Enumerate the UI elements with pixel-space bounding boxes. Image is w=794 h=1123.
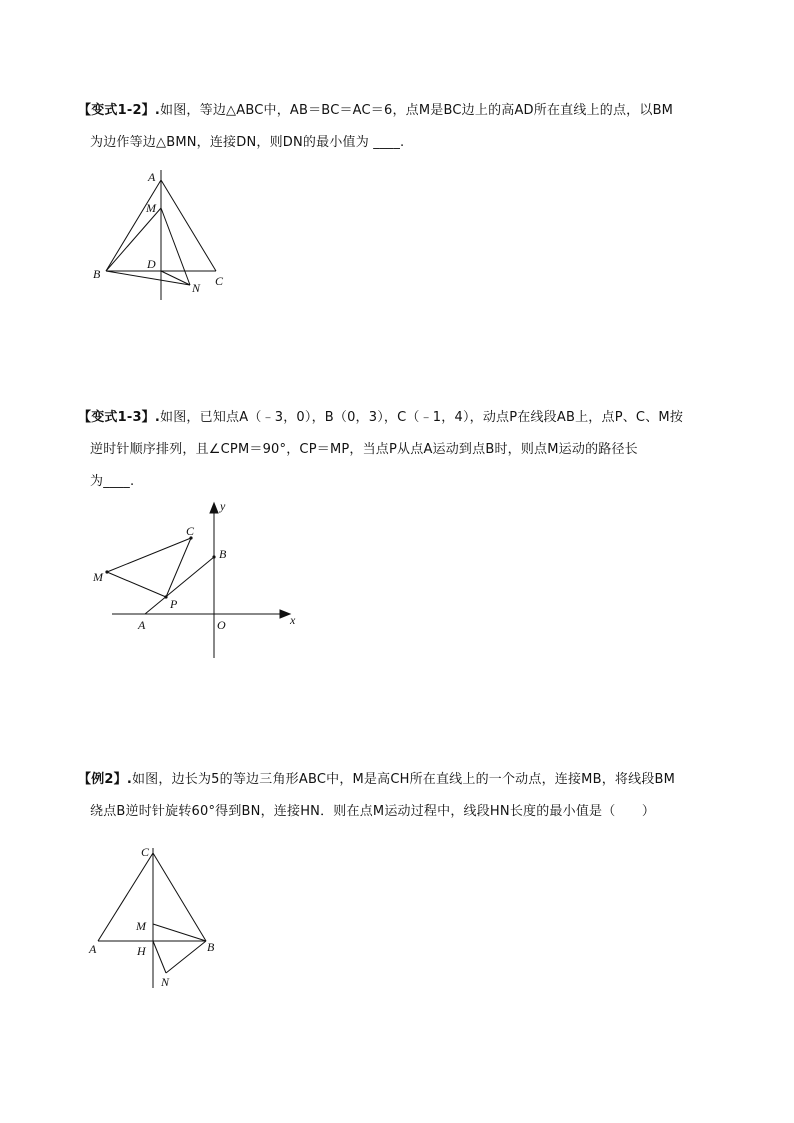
label-M: M	[146, 201, 156, 215]
label-B: B	[93, 267, 101, 281]
label-y: y	[220, 499, 226, 513]
label-O: O	[217, 618, 226, 632]
label-C: C	[215, 274, 224, 288]
label-x: x	[290, 613, 296, 627]
label-A: A	[138, 618, 146, 632]
label-D: D	[147, 257, 156, 271]
label-A: A	[148, 170, 156, 184]
segment-BN	[166, 941, 206, 973]
label-H: H	[137, 944, 146, 958]
label-M: M	[93, 570, 103, 584]
segment-HN	[153, 941, 166, 973]
problem-2-line-2: 逆时针顺序排列，且∠CPM＝90°，CP＝MP，当点P从点A运动到点B时，则点M运动的路径长	[90, 442, 638, 457]
label-B: B	[219, 547, 227, 561]
problem-1-tag: 【变式1-2】.	[78, 103, 161, 118]
problem-3-tag: 【例2】.	[78, 772, 132, 787]
problem-2-tag: 【变式1-3】.	[78, 410, 161, 425]
problem-3-text-1: 如图，边长为5的等边三角形ABC中，M是高CH所在直线上的一个动点，连接MB，将线段BM	[131, 772, 676, 787]
label-M: M	[136, 919, 146, 933]
segment-CB	[153, 853, 206, 941]
label-C: C	[141, 845, 150, 859]
label-B: B	[207, 940, 215, 954]
label-N: N	[161, 975, 170, 989]
problem-2-text-1: 如图，已知点A（﹣3，0），B（0，3），C（﹣1，4），动点P在线段AB上，点P、C、M按	[160, 410, 684, 425]
label-N: N	[192, 281, 201, 295]
segment-MB	[153, 924, 206, 941]
problem-3-line-2: 绕点B逆时针旋转60°得到BN，连接HN．则在点M运动过程中，线段HN长度的最小值是（ ）	[90, 804, 656, 819]
problem-2-line-3: 为____.	[90, 474, 135, 489]
problem-1-line-2: 为边作等边△BMN，连接DN，则DN的最小值为 ____.	[90, 135, 405, 150]
problem-1-text-1: 如图，等边△ABC中，AB＝BC＝AC＝6，点M是BC边上的高AD所在直线上的点，以BM	[160, 103, 674, 118]
label-P: P	[170, 597, 178, 611]
label-C: C	[186, 524, 195, 538]
label-A: A	[89, 942, 97, 956]
